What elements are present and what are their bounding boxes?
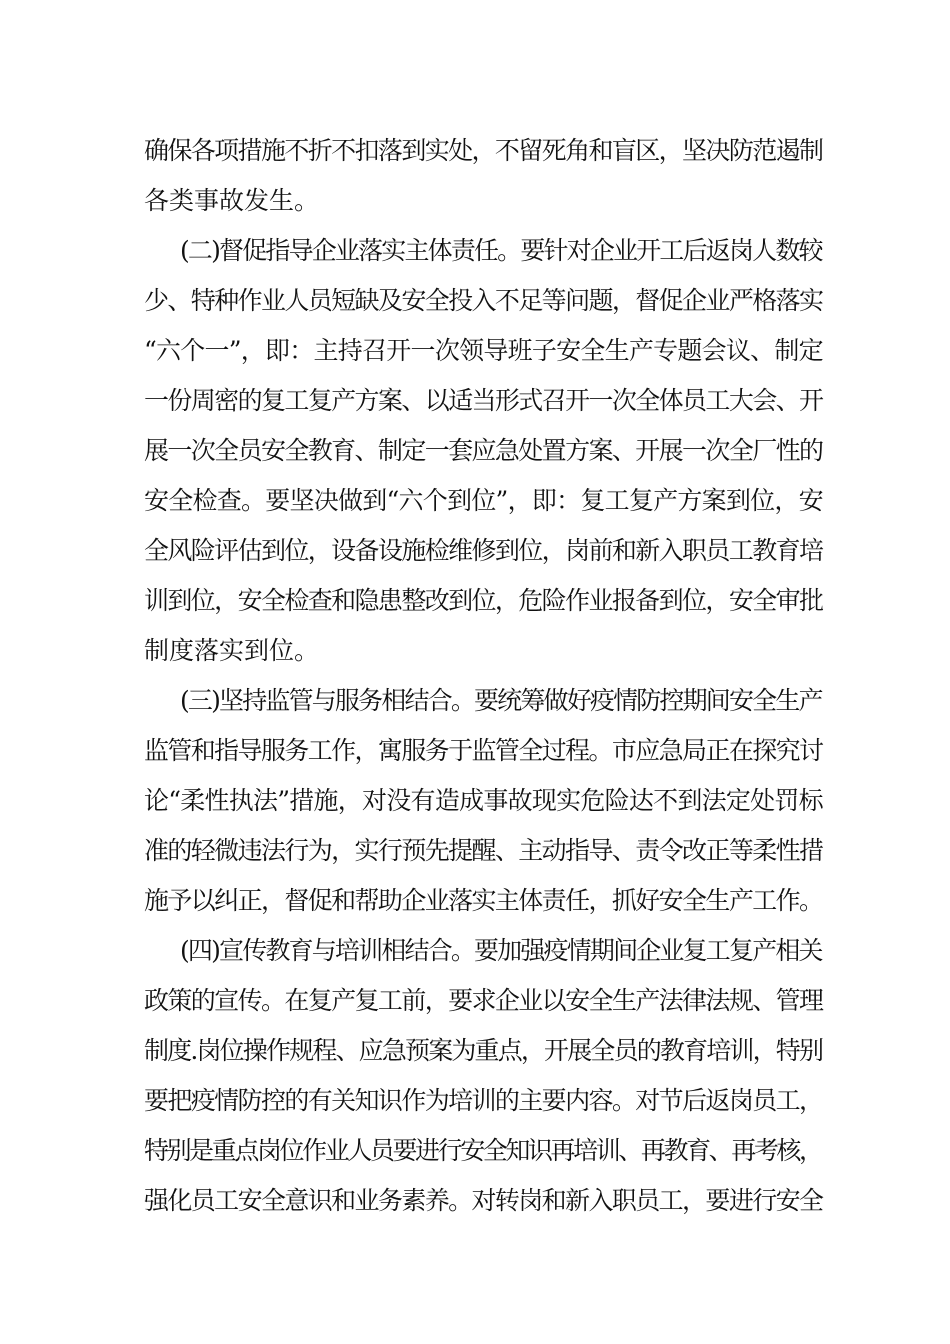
paragraph-heading-line: (二)督促指导企业落实主体责任。要针对企业开工后返岗人数较: [180, 236, 822, 265]
text-line: “六个一”，即：主持召开一次领导班子安全生产专题会议、制定: [144, 336, 823, 365]
text-line: 施予以纠正，督促和帮助企业落实主体责任，抓好安全生产工作。: [144, 886, 823, 915]
text-line: 准的轻微违法行为，实行预先提醒、主动指导、责令改正等柔性措: [144, 836, 823, 865]
text-line: 各类事故发生。: [144, 186, 320, 215]
text-line: 训到位，安全检查和隐患整改到位，危险作业报备到位，安全审批: [144, 586, 823, 615]
text-line: 一份周密的复工复产方案、以适当形式召开一次全体员工大会、开: [144, 386, 823, 415]
text-line: 论“柔性执法”措施，对没有造成事故现实危险达不到法定处罚标: [144, 786, 823, 815]
text-line: 制度.岗位操作规程、应急预案为重点，开展全员的教育培训，特别: [144, 1036, 823, 1065]
text-line: 展一次全员安全教育、制定一套应急处置方案、开展一次全厂性的: [144, 436, 823, 465]
text-line: 确保各项措施不折不扣落到实处，不留死角和盲区，坚决防范遏制: [144, 136, 823, 165]
text-line: 强化员工安全意识和业务素养。对转岗和新入职员工，要进行安全: [144, 1186, 823, 1215]
paragraph-heading-line: (四)宣传教育与培训相结合。要加强疫情期间企业复工复产相关: [180, 936, 822, 965]
text-line: 制度落实到位。: [144, 636, 320, 665]
paragraph-heading-line: (三)坚持监管与服务相结合。要统筹做好疫情防控期间安全生产: [180, 686, 822, 715]
text-line: 特别是重点岗位作业人员要进行安全知识再培训、再教育、再考核，: [144, 1136, 822, 1165]
text-line: 全风险评估到位，设备设施检维修到位，岗前和新入职员工教育培: [144, 536, 823, 565]
text-line: 要把疫情防控的有关知识作为培训的主要内容。对节后返岗员工，: [144, 1086, 823, 1115]
text-line: 少、特种作业人员短缺及安全投入不足等问题，督促企业严格落实: [144, 286, 823, 315]
text-line: 监管和指导服务工作，寓服务于监管全过程。市应急局正在探究讨: [144, 736, 823, 765]
text-line: 安全检查。要坚决做到“六个到位”，即：复工复产方案到位，安: [144, 486, 823, 515]
text-line: 政策的宣传。在复产复工前，要求企业以安全生产法律法规、管理: [144, 986, 823, 1015]
